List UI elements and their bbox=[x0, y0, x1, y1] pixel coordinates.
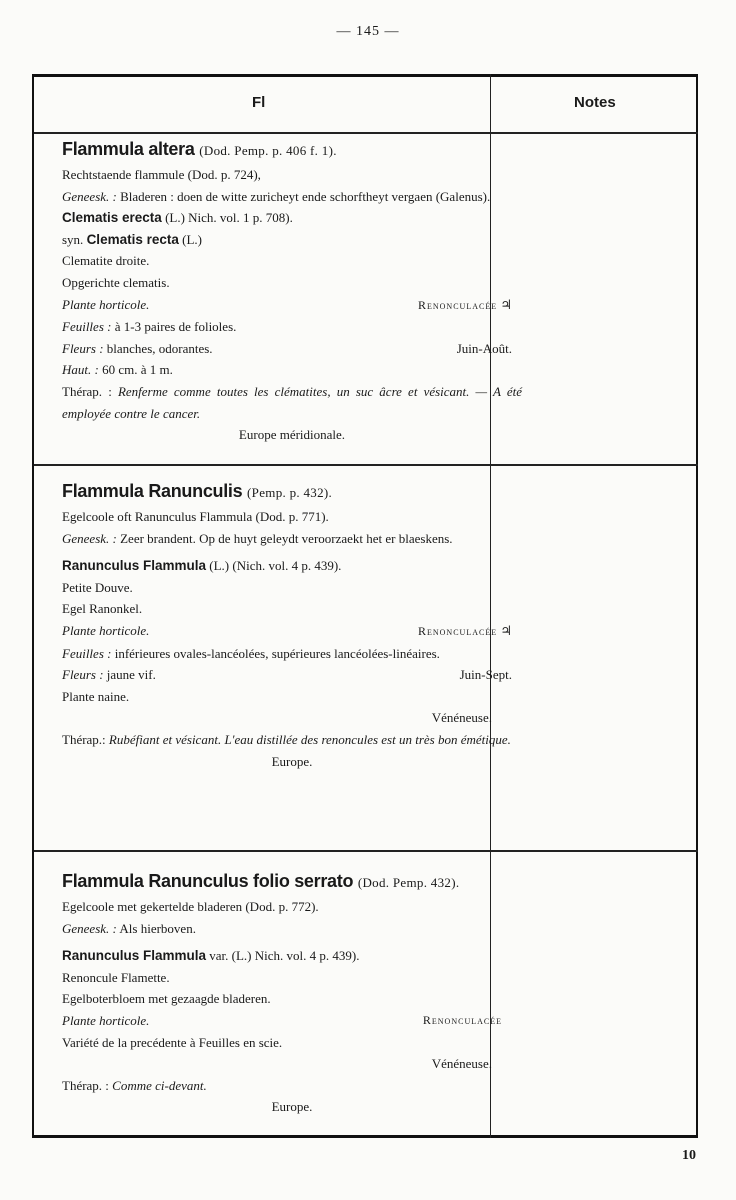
entry-line: Egelboterbloem met gezaagde bladeren. bbox=[62, 991, 271, 1007]
entry-line: Geneesk. : Bladeren : doen de witte zuricheyt ende schorftheyt vergaen (Galenus). bbox=[62, 188, 491, 204]
entry-title: Flammula Ranunculis (Pemp. p. 432). bbox=[62, 481, 333, 501]
entry-line: Europe méridionale. bbox=[238, 427, 346, 443]
entry-rule-2 bbox=[34, 850, 698, 852]
table-bottom-rule bbox=[32, 1135, 698, 1138]
entry-line: Plante horticole. Renonculacée bbox=[62, 1012, 502, 1028]
page-number: — 145 — bbox=[336, 24, 400, 39]
entry-line: Variété de la precédente à Feuilles en scie. bbox=[62, 1034, 283, 1050]
header-rule bbox=[34, 132, 698, 134]
table-right-border bbox=[696, 74, 698, 1138]
entry-line: Vénéneuse. bbox=[431, 1056, 492, 1072]
entry-line: Geneesk. : Zeer brandent. Op de huyt geleydt veroorzaekt het er blaeskens. bbox=[62, 530, 453, 546]
perennial-symbol-icon: ♃ bbox=[500, 296, 512, 312]
entry-line: Clematis erecta (L.) Nich. vol. 1 p. 708). bbox=[62, 210, 293, 226]
table-frame bbox=[32, 74, 698, 1138]
entry-line: Renoncule Flamette. bbox=[62, 969, 170, 985]
entry-line: Egelcoole met gekertelde bladeren (Dod. p. 772). bbox=[62, 899, 319, 914]
entry-flammula-folio-serrato bbox=[62, 868, 522, 1118]
entry-line: Thérap.: Rubéfiant et vésicant. L'eau distillée des renoncules est un très bon émétique. bbox=[62, 731, 511, 747]
entry-rule-1 bbox=[34, 464, 698, 466]
entry-line: Fleurs : jaune vif. Juin-Sept. bbox=[62, 667, 512, 683]
entry-line: Thérap. : Comme ci-devant. bbox=[62, 1077, 207, 1093]
footer-page-number: 10 bbox=[682, 1148, 696, 1163]
entry-line: Vénéneuse. bbox=[431, 710, 492, 726]
column-header-notes: Notes bbox=[574, 94, 616, 111]
entry-line: Plante naine. bbox=[62, 688, 130, 704]
entry-line: Plante horticole. Renonculacée ♃ bbox=[62, 622, 512, 638]
entry-line: Feuilles : inférieures ovales-lancéolées, supérieures lancéolées-linéaires. bbox=[62, 645, 440, 661]
entry-title: Flammula altera (Dod. Pemp. p. 406 f. 1). bbox=[62, 139, 337, 159]
entry-line: Geneesk. : Als hierboven. bbox=[62, 920, 196, 936]
entry-line: Ranunculus Flammula (L.) (Nich. vol. 4 p. 439). bbox=[62, 558, 342, 574]
table-left-border bbox=[32, 74, 34, 1138]
entry-line: Ranunculus Flammula var. (L.) Nich. vol. 4 p. 439). bbox=[62, 948, 360, 964]
entry-line: Europe. bbox=[271, 753, 313, 769]
table-top-rule bbox=[32, 74, 698, 77]
entry-line: Petite Douve. bbox=[62, 579, 133, 595]
entry-title: Flammula Ranunculus folio serrato (Dod. Pemp. 432). bbox=[62, 871, 460, 891]
entry-line: Fleurs : blanches, odorantes. Juin-Août. bbox=[62, 340, 512, 356]
entry-line: Haut. : 60 cm. à 1 m. bbox=[62, 362, 173, 378]
perennial-symbol-icon: ♃ bbox=[500, 622, 512, 638]
entry-line: Egelcoole oft Ranunculus Flammula (Dod. p. 771). bbox=[62, 509, 329, 524]
entry-line: Clematite droite. bbox=[62, 253, 150, 269]
entry-line: Europe. bbox=[271, 1099, 313, 1115]
entry-line: Egel Ranonkel. bbox=[62, 601, 143, 617]
entry-flammula-ranunculis bbox=[62, 478, 522, 772]
entry-line: Thérap. : Renferme comme toutes les clématites, un suc âcre et vésicant. — A été employée contre le cancer. bbox=[62, 383, 523, 421]
entry-line: Opgerichte clematis. bbox=[62, 274, 170, 290]
entry-line: Rechtstaende flammule (Dod. p. 724), bbox=[62, 167, 261, 182]
entry-line: syn. Clematis recta (L.) bbox=[62, 231, 202, 247]
entry-line: Plante horticole. Renonculacée ♃ bbox=[62, 296, 512, 312]
entry-line: Feuilles : à 1-3 paires de folioles. bbox=[62, 319, 237, 335]
entry-flammula-altera bbox=[62, 136, 522, 446]
column-header-fl: Fl bbox=[252, 94, 266, 111]
